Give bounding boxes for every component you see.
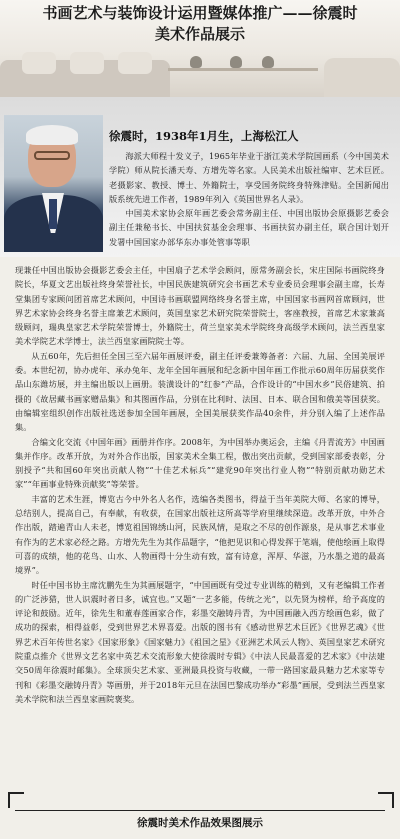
cushion-decoration [70, 52, 104, 74]
banner-title-line2: 美术作品展示 [154, 25, 245, 43]
paragraph-honors: 合编文化交流《中国年画》画册并作序。2008年，为中国举办奥运会，主编《丹青流芳》中国画集并作序。改革开放，为对外合作出版，国家美术全集工程，傲出突出贡献，受到国家部委表彰，分别授予“共和国60年突出贡献人物”“十佳艺术标兵”“建党90年突出行业人物”“特别贡献功勋艺术家”“年画事业特殊贡献奖”等荣誉。 [15, 436, 385, 490]
vase-decoration [190, 56, 202, 68]
paragraph-publications: 时任中国书协主席沈鹏先生为其画展题字，“中国画既有受过专业训练的精到，又有老编辑工作者的广泛涉猎，世人识震时者日多，诚宜也。”又题“一艺多能，传统之光”，以先贤为榜样，给予高度的评论和鼓励。近年，徐先生和董春莲画家合作，彩墨交融铸丹青，为中国画融入西方绘画色彩，做了成功的探索，相得益彰，受到世界艺术界喜爱。出版的图书有《感动世界艺术巨匠》《世界艺魂》《世界艺术百年传世名家》《国家形象》《国家魅力》《祖国之星》《亚洲艺术风云人物》、英国皇家艺术研究院重点推介《世界文艺名家中英艺术交流形象大使徐震时专辑》《中法人民最喜爱的艺术家》《中法建交50周年徐震时邮集》。全球顶尖艺术家、亚洲最具投资与收藏，一带一路国家最具魅力艺术家等专刊和《彩墨交融铸丹青》等画册，并于2018年元旦在法国巴黎成功举办“彩墨”画展，受到法兰西皇家美术学院和法兰西皇家画院褒奖。 [15, 579, 385, 704]
corner-ornament-right [378, 792, 394, 808]
banner-title [0, 3, 400, 45]
vase-decoration [230, 56, 242, 68]
portrait-hair [26, 125, 78, 145]
portrait-glasses [34, 151, 70, 160]
portrait-tie [49, 199, 57, 229]
paragraph-intro: 海派大师程十发义子，1965年毕业于浙江美术学院国画系（今中国美术学院）师从院长潘天寿、方增先等名家。人民美术出版社编审、艺术巨匠。老摄影家、教授、博士、外籍院士，享受国务院终身特殊津贴。全国新闻出版系统先进工作者，1989年列入《英国世界名人录》。 [109, 151, 389, 204]
artist-heading: 徐震时，1938年1月生，上海松江人 [109, 129, 299, 143]
paragraph-career: 丰富的艺术生涯，博览古今中外名人名作，选编各类图书，得益于当年美院大师、名家的博导，总结别人，提高自己，有奉献，有收获，在国家出版社这所高等学府里继续深造。改革开放，中外合作出版，踏遍青山人未老，博览祖国锦绣山河，民族风情，是取之不尽的创作源泉，是从事艺术事业有作为的艺术家必经之路。方增先先生为其作品题字，“他把见识和心得发挥于笔端，使他绘画上取得可喜的成绩，他的花鸟、山水、人物画得十分生动有致，富有诗意，浑厚、华滋，乃水墨之道的最高境界”。 [15, 493, 385, 576]
side-text [109, 149, 389, 249]
footer-divider [15, 810, 385, 811]
header-banner [0, 0, 400, 97]
cushion-decoration [22, 52, 56, 74]
vase-decoration [262, 56, 274, 68]
paragraph-positions-start: 中国美术家协会原年画艺委会常务副主任、中国出版协会原摄影艺委会副主任兼秘书长、中国扶贫基金会理事、书画扶贫办副主任，联合国计划开发署中国国家办部华东办事处管事等职 [109, 208, 389, 247]
banner-title-line1: 书画艺术与装饰设计运用暨媒体推广——徐震时 [42, 4, 358, 22]
chair-decoration [324, 58, 400, 97]
paragraph-positions-rest: 现兼任中国出版协会摄影艺委会主任，中国扇子艺术学会顾问，原常务副会长，宋庄国际书画院终身院长，华夏文艺出版社终身荣誉社长，中国民族建筑研究会书画艺术专业委员会理事会副主席，长寿堂集团专家顾问团首席艺术顾问，中国诗书画联盟网络终身名誉主席，中国国家书画网首席顾问，世界艺术家协会终身名誉主席兼艺术顾问，英国皇家艺术研究院荣誉院士，客座教授，首席艺术家兼高级顾问，瑞典皇家艺术学院荣誉博士，外籍院士，荷兰皇家美术学院终身高级学术顾问，法兰西皇家美术学院艺术学博士，法兰西皇家画院院士等。 [15, 265, 385, 347]
artist-portrait [4, 115, 103, 252]
shelf-decoration [168, 68, 318, 71]
cushion-decoration [118, 52, 152, 74]
paragraph-exhibitions: 从五60年，先后担任全国三至六届年画展评委，副主任评委兼筹备者：六届、九届、全国美展评委。本世纪初，协办虎年、承办兔年、龙年全国年画展和纪念新中国年画工作批示60周年历届获奖作品山东潍坊展，并主编出版以上画册。装潢设计的“红参”产品，合作设计的“中国水乡”民俗建筑、拍摄的《故居藏书画家赠品集》和其图画作品，分别在比利时、法国、日本、联合国和俄美等国获奖。由编辑室组织创作出版社选送参加全国年画展，全国美展获奖作品40余件，并分别入编了上述作品集。 [15, 350, 385, 433]
main-text [15, 263, 385, 706]
corner-ornament-left [8, 792, 24, 808]
footer-caption: 徐震时美术作品效果图展示 [137, 817, 263, 829]
